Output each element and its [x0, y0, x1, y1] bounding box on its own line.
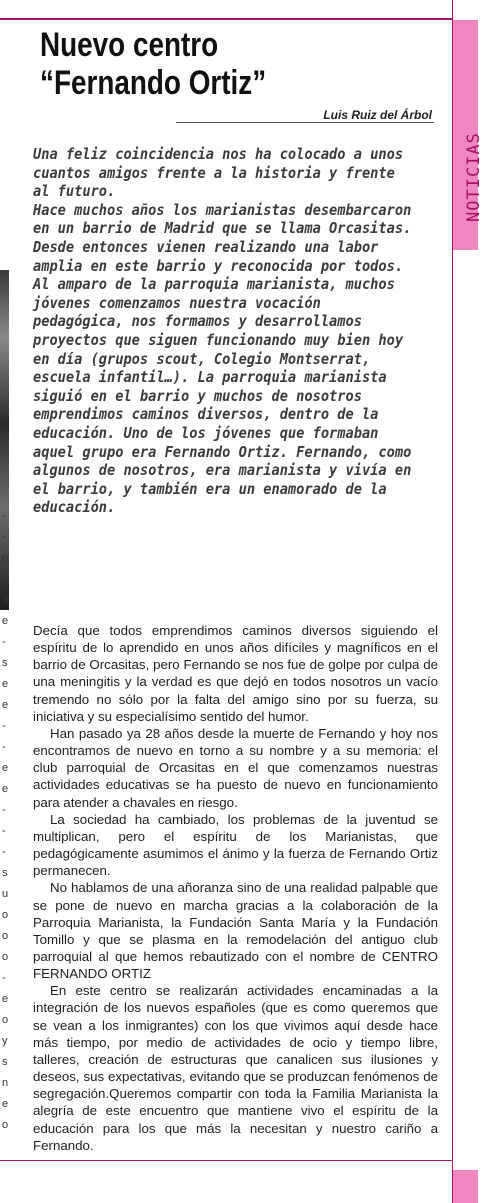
top-rule [0, 18, 452, 20]
body-paragraph-4: No hablamos de una añoranza sino de una realidad palpable que se pone de nuevo en marcha gracias a la colaboración de la Parroquia Marianista, la Fundación Santa María y la Fundación Tomillo y que se plasma en la remodelación del antiguo club parroquial al que hemos rebautizado con el nombre de CENTRO FERNANDO ORTIZ [33, 880, 438, 982]
body-paragraph-1: Decía que todos emprendimos caminos diversos siguiendo el espíritu de lo aprendido en unos años difíciles y magníficos en el barrio de Orcasitas, pero Fernando se nos fue de golpe por culpa de una meningitis y la verdad es que dejó en todos nosotros un vacío tremendo no sólo por la falta del amigo sino por su fuerza, su iniciativa y su especialísimo sentido del humor. [33, 623, 438, 724]
intro-paragraph: Una feliz coincidencia nos ha colocado a unos cuantos amigos frente a la historia y frente al futuro. Hace muchos años los marianistas desembarcaron en un barrio de Madrid que se llama Orcasitas. Desde entonces vienen realizando una labor amplia en este barrio y reconocida por todos. Al amparo de la parroquia marianista, muchos jóvenes comenzamos nuestra vocación pedagógica, nos formamos y desarrollamos proyectos que siguen funcionando muy bien hoy en día (grupos scout, Colegio Montserrat, escuela infantil…). La parroquia marianista siguió en el barrio y muchos de nosotros emprendimos caminos diversos, dentro de la educación. Uno de los jóvenes que formaban aquel grupo era Fernando Ortiz. Fernando, como algunos de nosotros, era marianista y vivía en el barrio, y también era un enamorado de la educación. [33, 146, 412, 517]
fragment-letter: a [2, 594, 9, 606]
fragment-letter: e [2, 783, 9, 795]
fragment-letter: - [2, 846, 6, 858]
fragment-letter: e [2, 699, 9, 711]
body-paragraph-2: Han pasado ya 28 años desde la muerte de Fernando y hoy nos encontramos de nuevo en torno a su nombre y a su memoria: el club parroquial de Orcasitas en el que comenzamos nuestras actividades educativas se ha puesto de nuevo en funcionamiento para atender a chavales en riesgo. [33, 725, 438, 810]
fragment-letter: - [2, 972, 6, 984]
author-byline: Luis Ruiz del Árbol [323, 108, 432, 122]
fragment-letter: - [2, 804, 6, 816]
fragment-letter: e [2, 993, 9, 1005]
fragment-letter: o [2, 1119, 9, 1131]
fragment-letter: o [2, 930, 9, 942]
section-label-text: NOTICIAS [464, 132, 484, 222]
fragment-letter: e [2, 615, 9, 627]
article-title [40, 26, 335, 102]
bottom-tab [453, 1170, 478, 1203]
fragment-letter: - [2, 531, 6, 543]
fragment-letter: e [2, 1098, 9, 1110]
bottom-rule [0, 1160, 452, 1161]
fragment-letter: o [2, 909, 9, 921]
byline-rule [176, 122, 434, 123]
fragment-letter: - [2, 510, 6, 522]
body-paragraph-3: La sociedad ha cambiado, los problemas de la juventud se multiplican, pero el espíritu de los Marianistas, que pedagógicamente asumimos el ánimo y la fuerza de Fernando Ortiz permanecen. [33, 811, 438, 879]
fragment-letter: - [2, 636, 6, 648]
title-line-2: “Fernando Ortiz” [40, 64, 267, 102]
fragment-letter: u [2, 888, 9, 900]
fragment-letter: e [2, 762, 9, 774]
fragment-letter: e [2, 573, 9, 585]
fragment-letter: y [2, 1035, 8, 1047]
fragment-letter: o [2, 951, 9, 963]
title-line-1: Nuevo centro [40, 26, 219, 64]
fragment-letter: n [2, 1077, 9, 1089]
fragment-letter: - [2, 741, 6, 753]
fragment-letter: - [2, 720, 6, 732]
fragment-letter: s [2, 867, 8, 879]
fragment-letter: o [2, 1014, 9, 1026]
fragment-letter: s [2, 1056, 8, 1068]
body-paragraph-5: En este centro se realizarán actividades encaminadas a la integración de los nuevos españoles (que es como queremos que se vean a los inmigrantes) con los que vivimos aquí desde hace más tiempo, por medio de actividades de ocio y tiempo libre, talleres, creación de estructuras que canalicen sus ilusiones y deseos, sus expectativas, evitando que se produzcan fenómenos de segregación.Queremos compartir con toda la Familia Marianista la alegría de este encuentro que mantiene vivo el espíritu de la educación para los que más la necesitan y nuestro cariño a Fernando. [33, 983, 438, 1153]
fragment-letter: s [2, 657, 8, 669]
fragment-letter: e [2, 678, 9, 690]
article-body [33, 622, 438, 1154]
fragment-letter: - [2, 825, 6, 837]
fragment-letter: o [2, 552, 9, 564]
